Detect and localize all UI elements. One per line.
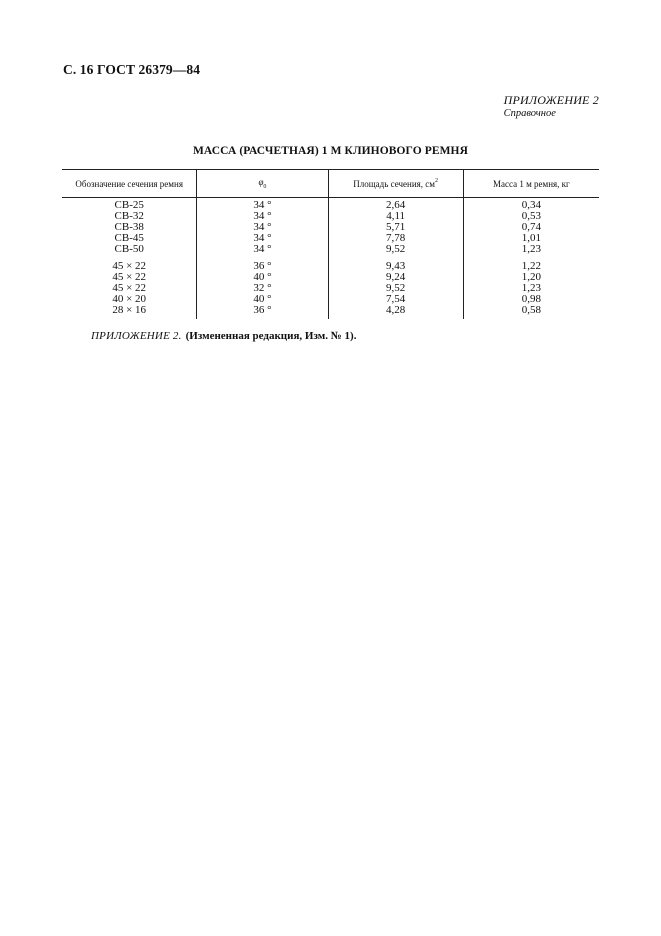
cell-mass: 1,23 xyxy=(463,283,599,294)
cell-mass: 0,53 xyxy=(463,211,599,222)
cell-angle: 36 ° xyxy=(197,305,328,319)
table-row xyxy=(62,198,599,212)
cell-mass: 0,58 xyxy=(463,305,599,319)
page-header: С. 16 ГОСТ 26379—84 xyxy=(63,62,201,77)
header-section: Обозначение сечения ремня xyxy=(62,170,197,198)
cell-area: 9,52 xyxy=(328,244,463,255)
amendment-text: (Измененная редакция, Изм. № 1). xyxy=(185,330,357,342)
header-area-label: Площадь сечения, см xyxy=(353,179,435,189)
cell-section: СВ-25 xyxy=(114,199,144,211)
cell-angle: 36 ° xyxy=(197,255,328,272)
cell-area: 5,71 xyxy=(328,222,463,233)
cell-mass: 1,01 xyxy=(463,233,599,244)
cell-area: 4,11 xyxy=(328,211,463,222)
cell-mass: 0,74 xyxy=(463,222,599,233)
appendix-label xyxy=(504,93,599,119)
header-angle xyxy=(197,170,328,198)
appendix-subtitle: Справочное xyxy=(503,108,556,119)
cell-angle: 34 ° xyxy=(197,233,328,244)
cell-section: 40 × 20 xyxy=(112,293,147,305)
cell-angle: 32 ° xyxy=(197,283,328,294)
cell-area: 9,52 xyxy=(328,283,463,294)
phi-subscript: 0 xyxy=(263,183,267,190)
cell-section: 28 × 16 xyxy=(112,304,147,316)
cell-area: 7,78 xyxy=(328,233,463,244)
table-row xyxy=(62,305,599,319)
cell-mass: 1,23 xyxy=(463,244,599,255)
table-title: МАССА (РАСЧЕТНАЯ) 1 М КЛИНОВОГО РЕМНЯ xyxy=(192,145,469,157)
cell-angle: 40 ° xyxy=(197,272,328,283)
header-area-sup: 2 xyxy=(434,178,438,184)
cell-area: 7,54 xyxy=(328,294,463,305)
cell-section: СВ-32 xyxy=(114,210,144,222)
cell-section: 45 × 22 xyxy=(112,260,147,272)
amendment-note xyxy=(91,330,356,342)
cell-section: 45 × 22 xyxy=(112,282,147,294)
table-row xyxy=(62,255,599,272)
cell-mass: 1,22 xyxy=(463,255,599,272)
cell-section: СВ-38 xyxy=(114,221,144,233)
appendix-title: ПРИЛОЖЕНИЕ 2 xyxy=(503,93,599,107)
cell-area: 2,64 xyxy=(328,198,463,212)
cell-section: 45 × 22 xyxy=(112,271,147,283)
header-area xyxy=(328,170,463,198)
header-mass: Масса 1 м ремня, кг xyxy=(463,170,599,198)
cell-angle: 40 ° xyxy=(197,294,328,305)
cell-angle: 34 ° xyxy=(197,211,328,222)
cell-area: 9,24 xyxy=(328,272,463,283)
cell-mass: 1,20 xyxy=(463,272,599,283)
cell-area: 4,28 xyxy=(328,305,463,319)
cell-angle: 34 ° xyxy=(197,222,328,233)
cell-section: СВ-45 xyxy=(114,232,144,244)
table-header-row xyxy=(62,170,599,198)
cell-mass: 0,34 xyxy=(463,198,599,212)
belt-mass-table xyxy=(62,169,599,319)
cell-angle: 34 ° xyxy=(197,244,328,255)
phi-symbol xyxy=(258,177,267,190)
phi-letter: φ xyxy=(258,177,264,188)
cell-angle: 34 ° xyxy=(197,198,328,212)
table-body xyxy=(62,198,599,320)
cell-area: 9,43 xyxy=(328,255,463,272)
amendment-label: ПРИЛОЖЕНИЕ 2. xyxy=(91,330,182,342)
table-row xyxy=(62,244,599,255)
cell-mass: 0,98 xyxy=(463,294,599,305)
cell-section: СВ-50 xyxy=(114,243,144,255)
